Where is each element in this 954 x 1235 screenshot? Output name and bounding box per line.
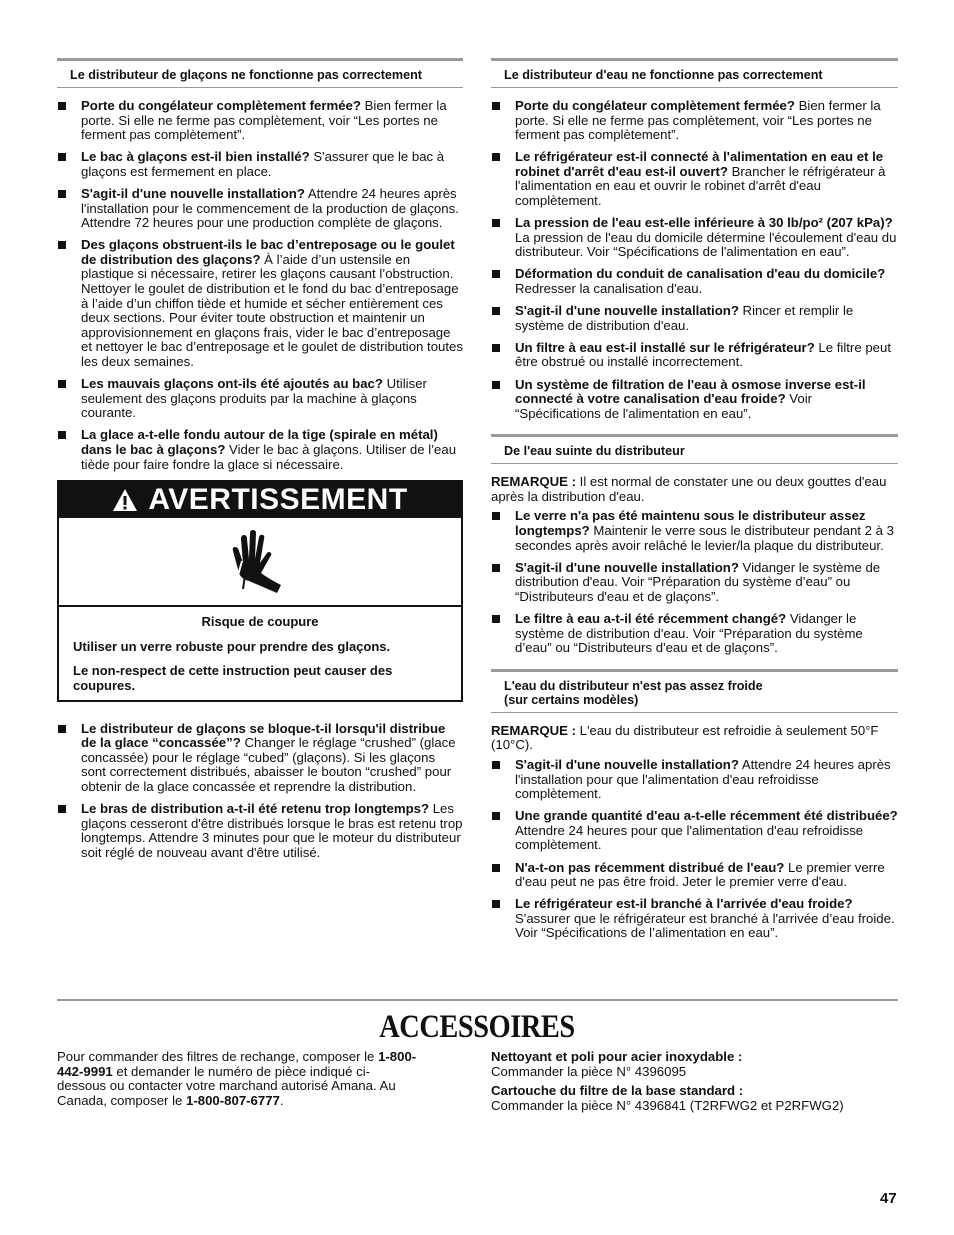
- phone-number-us: 1-800-442-9991: [57, 1049, 417, 1079]
- cold-water-heading: L'eau du distributeur n'est pas assez froide (sur certains modèles): [491, 669, 898, 713]
- cut-hazard-pictogram: [59, 518, 461, 607]
- list-item: La glace a-t-elle fondu autour de la tige (spirale en métal) dans le bac à glaçons? Vider le bac à glaçons. Utiliser de l’eau tiède pour faire fondre la glace si nécessaire.: [57, 428, 463, 472]
- leak-heading: De l'eau suinte du distributeur: [491, 434, 898, 464]
- accessories-title: ACCESSOIRES: [379, 1009, 575, 1045]
- list-item: S'agit-il d'une nouvelle installation? Vidanger le système de distribution d'eau. Voir “Préparation du système d’eau” ou “Distributeurs d'eau et de glaçons”.: [491, 561, 898, 605]
- list-item: Le réfrigérateur est-il branché à l'arrivée d'eau froide? S'assurer que le réfrigérateur est branché à l'arrivée d’eau froide. Voir “Spécifications de l’alimentation en eau”.: [491, 897, 898, 941]
- warning-text: [59, 607, 461, 699]
- water-list: [491, 99, 898, 421]
- list-item: Un filtre à eau est-il installé sur le réfrigérateur? Le filtre peut être obstrué ou installé incorrectement.: [491, 341, 898, 370]
- right-column: [491, 58, 898, 949]
- list-item: Le réfrigérateur est-il connecté à l'alimentation en eau et le robinet d'arrêt d'eau est-il ouvert? Brancher le réfrigérateur à l'alimentation en eau et ouvrir le robinet d'arrêt d'eau complètement.: [491, 150, 898, 208]
- part-cleaner: Nettoyant et poli pour acier inoxydable : Commander la pièce N° 4396095: [491, 1049, 743, 1079]
- list-item: Le bac à glaçons est-il bien installé? S'assurer que le bac à glaçons est fermement en place.: [57, 150, 463, 179]
- section-divider: [57, 999, 898, 1001]
- list-item: La pression de l'eau est-elle inférieure à 30 lb/po² (207 kPa)? La pression de l'eau du domicile détermine l'écoulement d'eau du distributeur. Voir “Spécifications de l'alimentation en eau”.: [491, 216, 898, 260]
- warning-box: [57, 480, 463, 701]
- warning-risk: Risque de coupure: [201, 614, 319, 630]
- list-item: Un système de filtration de l'eau à osmose inverse est-il connecté à votre canalisation d'eau froide? Voir “Spécifications de l'alimentation en eau”.: [491, 378, 898, 422]
- list-item: Les mauvais glaçons ont-ils été ajoutés au bac? Utiliser seulement des glaçons produits par la machine à glaçons courante.: [57, 377, 463, 421]
- ice-dispenser-heading: Le distributeur de glaçons ne fonctionne pas correctement: [57, 58, 463, 88]
- warning-consequence: Le non-respect de cette instruction peut causer des coupures.: [73, 663, 393, 693]
- list-item: S'agit-il d'une nouvelle installation? Attendre 24 heures après l'installation pour le commencement de la production de glaçons. Attendre 72 heures pour une production complète de glaçons.: [57, 187, 463, 231]
- list-item: Déformation du conduit de canalisation d'eau du domicile? Redresser la canalisation d'eau.: [491, 267, 898, 296]
- list-item: Le bras de distribution a-t-il été retenu trop longtemps? Les glaçons cesseront d'être distribués lorsque le bras est retenu trop longtemps. Attendre 3 minutes pour que le moteur du distributeur soit réglé de nouveau avant d'être utilisé.: [57, 802, 463, 860]
- list-item: Des glaçons obstruent-ils le bac d’entreposage ou le goulet de distribution des glaçons? À l’aide d’un ustensile en plastique si nécessaire, retirer les glaçons causant l’obstruction. Nettoyer le goulet de distribution et le fond du bac d’entreposage à l’aide d’un chiffon tiède et humide et sécher entièrement ces deux sections. Pour éviter toute obstruction et maintenir un approvisionnement en glaçons frais, vider le bac d’entreposage et nettoyer le bac d’entreposage et le goulet de distribution toutes les deux semaines.: [57, 238, 463, 369]
- warning-instruction: Utiliser un verre robuste pour prendre des glaçons.: [73, 638, 391, 654]
- list-item: Le distributeur de glaçons se bloque-t-il lorsqu'il distribue de la glace “concassée”? Changer le réglage “crushed” (glace concassée) pour le réglage “cubed” (glaçons). Si les glaçons sont correctement distribués, abaisser le bouton “crushed” pour obtenir de la glace concassée et reprendre la distribution.: [57, 722, 463, 795]
- part-filter: Cartouche du filtre de la base standard : Commander la pièce N° 4396841 (T2RFWG2 et P2RFWG2): [491, 1083, 844, 1113]
- accessories-parts: [491, 1050, 891, 1118]
- accessories-intro: Pour commander des filtres de rechange, composer le 1-800-442-9991 et demander le numéro de pièce indiqué ci-dessous ou contacter votre marchand autorisé Amana. Au Canada, composer le 1-800-807-6777.: [57, 1049, 417, 1108]
- phone-number-canada: 1-800-807-6777: [186, 1092, 280, 1108]
- left-column: [57, 58, 463, 868]
- cold-list: [491, 758, 898, 941]
- list-item: S'agit-il d'une nouvelle installation? Attendre 24 heures après l'installation pour que l'alimentation d'eau refroidisse complètement.: [491, 758, 898, 802]
- list-item: Une grande quantité d'eau a-t-elle récemment été distribuée? Attendre 24 heures pour que l'alimentation d'eau refroidisse complètement.: [491, 809, 898, 853]
- list-item: N'a-t-on pas récemment distribué de l'eau? Le premier verre d'eau peut ne pas être froid. Jeter le premier verre d'eau.: [491, 861, 898, 890]
- list-item: S'agit-il d'une nouvelle installation? Rincer et remplir le système de distribution d'eau.: [491, 304, 898, 333]
- list-item: Porte du congélateur complètement fermée? Bien fermer la porte. Si elle ne ferme pas complètement, voir “Les portes ne ferment pas complètement”.: [491, 99, 898, 143]
- hand-cut-icon: [225, 529, 295, 595]
- list-item: Le filtre à eau a-t-il été récemment changé? Vidanger le système de distribution d'eau. Voir “Préparation du système d’eau” ou “Distributeurs d'eau et de glaçons”.: [491, 612, 898, 656]
- ice-list-2: [57, 722, 463, 861]
- page-number: 47: [880, 1190, 897, 1207]
- cold-note: REMARQUE : L'eau du distributeur est refroidie à seulement 50°F (10°C).: [491, 722, 879, 753]
- water-dispenser-heading: Le distributeur d'eau ne fonctionne pas correctement: [491, 58, 898, 88]
- warning-title: AVERTISSEMENT: [148, 482, 408, 516]
- leak-note: REMARQUE : Il est normal de constater une ou deux gouttes d'eau après la distribution d'eau.: [491, 474, 887, 504]
- list-item: Le verre n'a pas été maintenu sous le distributeur assez longtemps? Maintenir le verre sous le distributeur pendant 2 à 3 secondes après avoir relâché le levier/la plaque du distributeur.: [491, 509, 898, 553]
- leak-list: [491, 509, 898, 655]
- ice-list: [57, 99, 463, 472]
- warning-header: [59, 482, 461, 518]
- list-item: Porte du congélateur complètement fermée? Bien fermer la porte. Si elle ne ferme pas complètement, voir “Les portes ne ferment pas complètement”.: [57, 99, 463, 143]
- warning-triangle-icon: [112, 488, 138, 512]
